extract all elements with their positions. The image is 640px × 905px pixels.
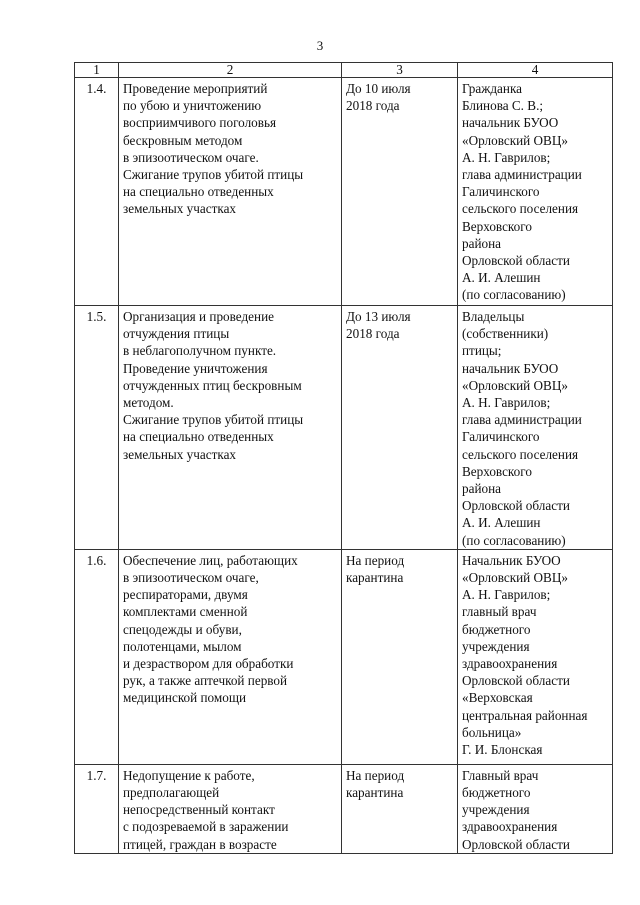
responsible-line: «Орловский ОВЦ»	[462, 132, 568, 148]
responsible-line: А. Н. Гаврилов;	[462, 149, 551, 165]
responsible-line: А. Н. Гаврилов;	[462, 587, 551, 603]
term-line: На период	[346, 552, 405, 568]
term-line: На период	[346, 767, 405, 783]
action-line: по убою и уничтожению	[123, 98, 262, 114]
responsible-line: «Орловский ОВЦ»	[462, 377, 568, 393]
action-line: Проведение мероприятий	[123, 81, 268, 96]
action-line: методом.	[123, 395, 174, 411]
action-line: предполагающей	[123, 785, 220, 801]
term-cell	[342, 306, 458, 550]
term-cell	[342, 78, 458, 306]
action-line: с подозреваемой в заражении	[123, 819, 289, 835]
action-line: отчужденных птиц бескровным	[123, 377, 302, 393]
responsible-line: «Верховская	[462, 690, 533, 706]
action-line: восприимчивого поголовья	[123, 115, 277, 131]
action-line: Сжигание трупов убитой птицы	[123, 412, 304, 428]
action-line: земельных участках	[123, 446, 237, 462]
responsible-line: Орловской области	[462, 498, 570, 514]
term-line: 2018 года	[346, 98, 400, 114]
action-line: и дезраствором для обработки	[123, 656, 294, 672]
responsible-line: Верховского	[462, 463, 532, 479]
term-cell	[342, 764, 458, 853]
responsible-line: Блинова С. В.;	[462, 98, 544, 114]
responsible-line: учреждения	[462, 638, 530, 654]
table-row	[75, 78, 613, 306]
action-cell	[119, 306, 342, 550]
header-col-3: 3	[342, 63, 458, 78]
responsible-line: «Орловский ОВЦ»	[462, 570, 568, 586]
responsible-line: начальник БУОО	[462, 115, 559, 131]
responsible-line: А. Н. Гаврилов;	[462, 395, 551, 411]
action-line: в эпизоотическом очаге.	[123, 149, 259, 165]
responsible-line: Галичинского	[462, 184, 540, 200]
header-col-4: 4	[458, 63, 613, 78]
action-line: в эпизоотическом очаге,	[123, 570, 259, 586]
action-cell	[119, 549, 342, 764]
action-line: на специально отведенных	[123, 429, 274, 445]
action-line: Проведение уничтожения	[123, 360, 268, 376]
action-line: спецодежды и обуви,	[123, 621, 242, 637]
responsible-line: сельского поселения	[462, 446, 579, 462]
table-row	[75, 764, 613, 853]
action-line: полотенцами, мылом	[123, 638, 242, 654]
term-cell	[342, 549, 458, 764]
responsible-line: Начальник БУОО	[462, 552, 561, 568]
action-line: рук, а также аптечкой первой	[123, 673, 288, 689]
responsible-line: Галичинского	[462, 429, 540, 445]
action-line: в неблагополучном пункте.	[123, 343, 277, 359]
responsible-line: здравоохранения	[462, 819, 558, 835]
responsible-cell	[458, 764, 613, 853]
term-line: До 10 июля	[346, 81, 411, 96]
responsible-line: Гражданка	[462, 81, 523, 96]
row-number: 1.5.	[75, 306, 119, 550]
responsible-line: Орловской области	[462, 836, 570, 852]
responsible-line: Орловской области	[462, 673, 570, 689]
responsible-line: Владельцы	[462, 309, 525, 324]
responsible-line: глава администрации	[462, 167, 582, 183]
page-number: 3	[316, 38, 324, 53]
action-line: комплектами сменной	[123, 604, 248, 620]
action-line: отчуждения птицы	[123, 326, 230, 342]
action-line: медицинской помощи	[123, 690, 247, 706]
responsible-line: бюджетного	[462, 621, 531, 637]
responsible-line: (собственники)	[462, 326, 549, 342]
action-cell	[119, 764, 342, 853]
action-line: на специально отведенных	[123, 184, 274, 200]
responsible-line: главный врач	[462, 604, 537, 620]
responsible-line: бюджетного	[462, 785, 531, 801]
responsible-line: глава администрации	[462, 412, 582, 428]
row-number: 1.6.	[75, 549, 119, 764]
responsible-line: Верховского	[462, 218, 532, 234]
action-line: респираторами, двумя	[123, 587, 248, 603]
responsible-line: здравоохранения	[462, 656, 558, 672]
action-line: птицей, граждан в возрасте	[123, 836, 277, 852]
action-line: Сжигание трупов убитой птицы	[123, 167, 304, 183]
responsible-line: Г. И. Блонская	[462, 742, 543, 758]
responsible-line: района	[462, 481, 502, 497]
measures-table	[74, 62, 613, 854]
responsible-line: (по согласованию)	[462, 287, 566, 303]
responsible-line: Главный врач	[462, 767, 539, 783]
responsible-line: Орловской области	[462, 253, 570, 269]
action-line: Организация и проведение	[123, 309, 274, 324]
term-line: До 13 июля	[346, 309, 411, 324]
responsible-line: сельского поселения	[462, 201, 579, 217]
header-col-1: 1	[75, 63, 119, 78]
responsible-cell	[458, 78, 613, 306]
header-col-2: 2	[119, 63, 342, 78]
row-number: 1.4.	[75, 78, 119, 306]
action-line: бескровным методом	[123, 132, 243, 148]
responsible-line: А. И. Алешин	[462, 515, 541, 531]
responsible-line: А. И. Алешин	[462, 270, 541, 286]
row-number: 1.7.	[75, 764, 119, 853]
responsible-line: учреждения	[462, 802, 530, 818]
table-row	[75, 306, 613, 550]
table-row	[75, 549, 613, 764]
action-line: Обеспечение лиц, работающих	[123, 552, 298, 568]
responsible-cell	[458, 549, 613, 764]
responsible-cell	[458, 306, 613, 550]
term-line: карантина	[346, 570, 404, 586]
header-row	[75, 63, 613, 78]
term-line: карантина	[346, 785, 404, 801]
responsible-line: района	[462, 235, 502, 251]
responsible-line: центральная районная	[462, 707, 588, 723]
term-line: 2018 года	[346, 326, 400, 342]
action-line: Недопущение к работе,	[123, 767, 255, 783]
responsible-line: больница»	[462, 724, 522, 740]
action-line: земельных участках	[123, 201, 237, 217]
responsible-line: птицы;	[462, 343, 502, 359]
action-line: непосредственный контакт	[123, 802, 275, 818]
action-cell	[119, 78, 342, 306]
responsible-line: начальник БУОО	[462, 360, 559, 376]
responsible-line: (по согласованию)	[462, 532, 566, 548]
